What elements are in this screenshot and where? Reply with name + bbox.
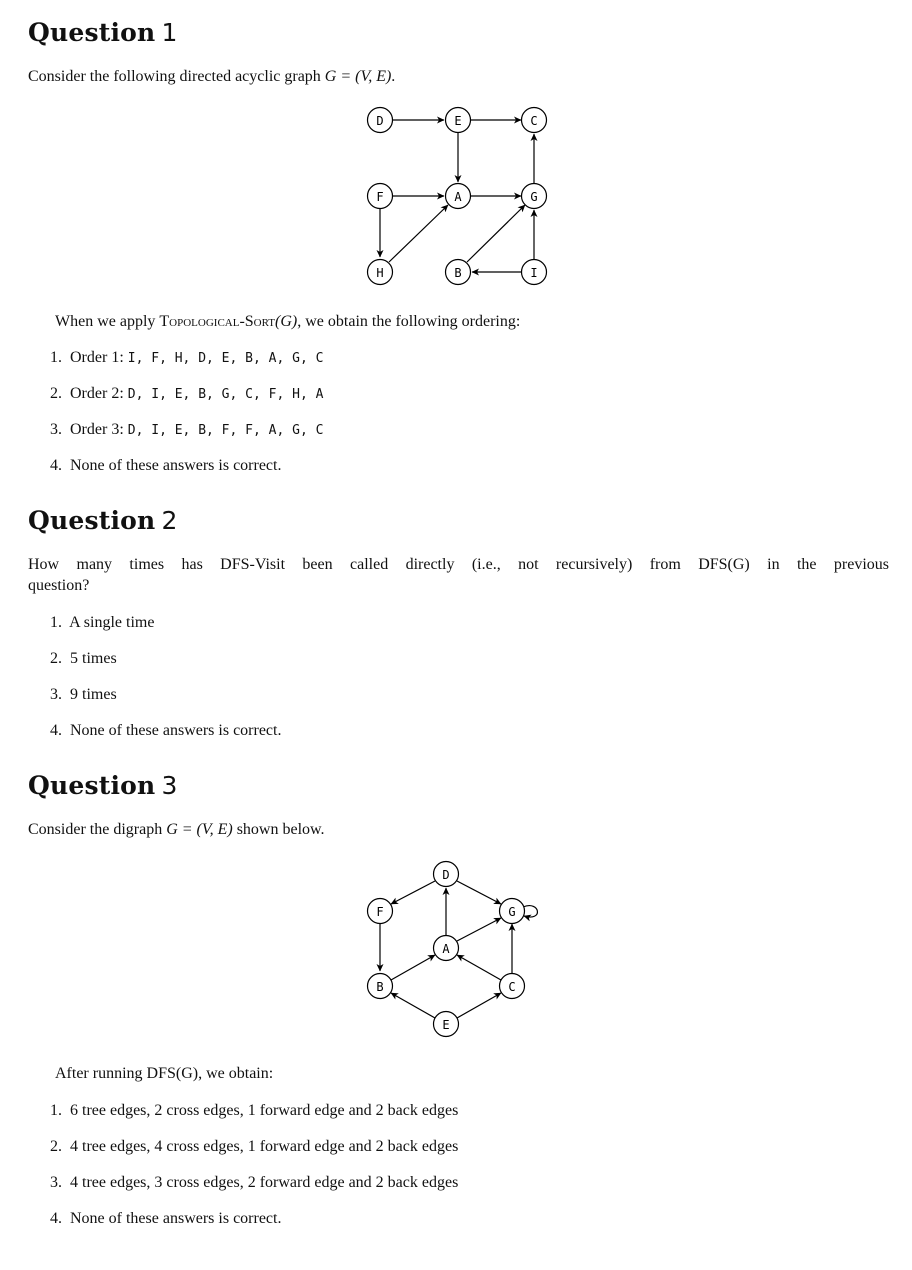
question-2-option-2[interactable]: 2. 5 times — [50, 650, 117, 667]
question-2-text-line-1: How many times has DFS-Visit been called directly (i.e., not recursively) from DFS(G) in the previous — [28, 556, 889, 573]
node-label-c: C — [508, 980, 516, 994]
question-3-option-4[interactable]: 4. None of these answers is correct. — [50, 1210, 282, 1227]
edge-c-a — [457, 955, 501, 980]
digraph — [350, 850, 560, 1050]
node-label-c: C — [530, 114, 538, 128]
node-label-g: G — [530, 190, 538, 204]
order-sequence: D, I, E, B, G, C, F, H, A — [127, 387, 324, 402]
node-label-i: I — [530, 266, 538, 280]
order-sequence: D, I, E, B, F, F, A, G, C — [127, 423, 324, 438]
edge-a-g — [457, 918, 501, 941]
graph-notation: G = (V, E) — [166, 821, 233, 838]
question-3-title: Question 3 — [28, 771, 178, 800]
question-2-option-3[interactable]: 3. 9 times — [50, 686, 117, 703]
node-label-b: B — [376, 980, 384, 994]
edge-g-g-self-loop — [523, 906, 537, 917]
node-label-d: D — [442, 868, 450, 882]
node-label-b: B — [454, 266, 462, 280]
node-label-a: A — [442, 942, 450, 956]
question-1-title-number: 1 — [161, 18, 178, 47]
question-1-option-4[interactable]: 4. None of these answers is correct. — [50, 457, 282, 474]
question-1-title — [28, 18, 178, 47]
node-label-e: E — [442, 1018, 450, 1032]
question-3-intro: Consider the digraph G = (V, E) shown below. — [28, 821, 325, 838]
node-label-h: H — [376, 266, 384, 280]
node-label-f: F — [376, 905, 384, 919]
order-sequence: I, F, H, D, E, B, A, G, C — [127, 351, 324, 366]
question-1-option-1[interactable]: 1. Order 1: I, F, H, D, E, B, A, G, C — [50, 349, 324, 366]
edge-h-a — [389, 205, 448, 262]
question-1-title-word: Question — [28, 18, 156, 47]
question-3-option-3[interactable]: 3. 4 tree edges, 3 cross edges, 2 forward edge and 2 back edges — [50, 1174, 459, 1191]
question-3-option-1[interactable]: 1. 6 tree edges, 2 cross edges, 1 forward edge and 2 back edges — [50, 1102, 459, 1119]
dag-graph — [340, 100, 580, 295]
question-2-title: Question 2 — [28, 506, 178, 535]
question-2-option-1[interactable]: 1. A single time — [50, 614, 155, 631]
node-label-e: E — [454, 114, 462, 128]
edge-d-f — [391, 881, 435, 904]
edge-e-c — [457, 993, 501, 1018]
question-3-option-2[interactable]: 2. 4 tree edges, 4 cross edges, 1 forward edge and 2 back edges — [50, 1138, 459, 1155]
question-1-intro: Consider the following directed acyclic graph G = (V, E). — [28, 68, 396, 85]
question-2-text-line-2: question? — [28, 577, 90, 594]
algorithm-name: Topological-Sort — [159, 313, 276, 330]
edge-b-a — [391, 955, 435, 980]
question-1-option-3[interactable]: 3. Order 3: D, I, E, B, F, F, A, G, C — [50, 421, 324, 438]
edge-b-g — [467, 205, 525, 262]
question-1-option-2[interactable]: 2. Order 2: D, I, E, B, G, C, F, H, A — [50, 385, 324, 402]
question-2-option-4[interactable]: 4. None of these answers is correct. — [50, 722, 282, 739]
edge-d-g — [457, 881, 501, 904]
question-1-prompt: When we apply Topological-Sort(G), we obtain the following ordering: — [55, 313, 521, 330]
node-label-f: F — [376, 190, 384, 204]
edge-e-b — [391, 993, 435, 1018]
node-label-a: A — [454, 190, 462, 204]
question-3-prompt: After running DFS(G), we obtain: — [55, 1065, 274, 1082]
node-label-d: D — [376, 114, 384, 128]
graph-notation: G = (V, E) — [324, 68, 392, 85]
node-label-g: G — [508, 905, 516, 919]
